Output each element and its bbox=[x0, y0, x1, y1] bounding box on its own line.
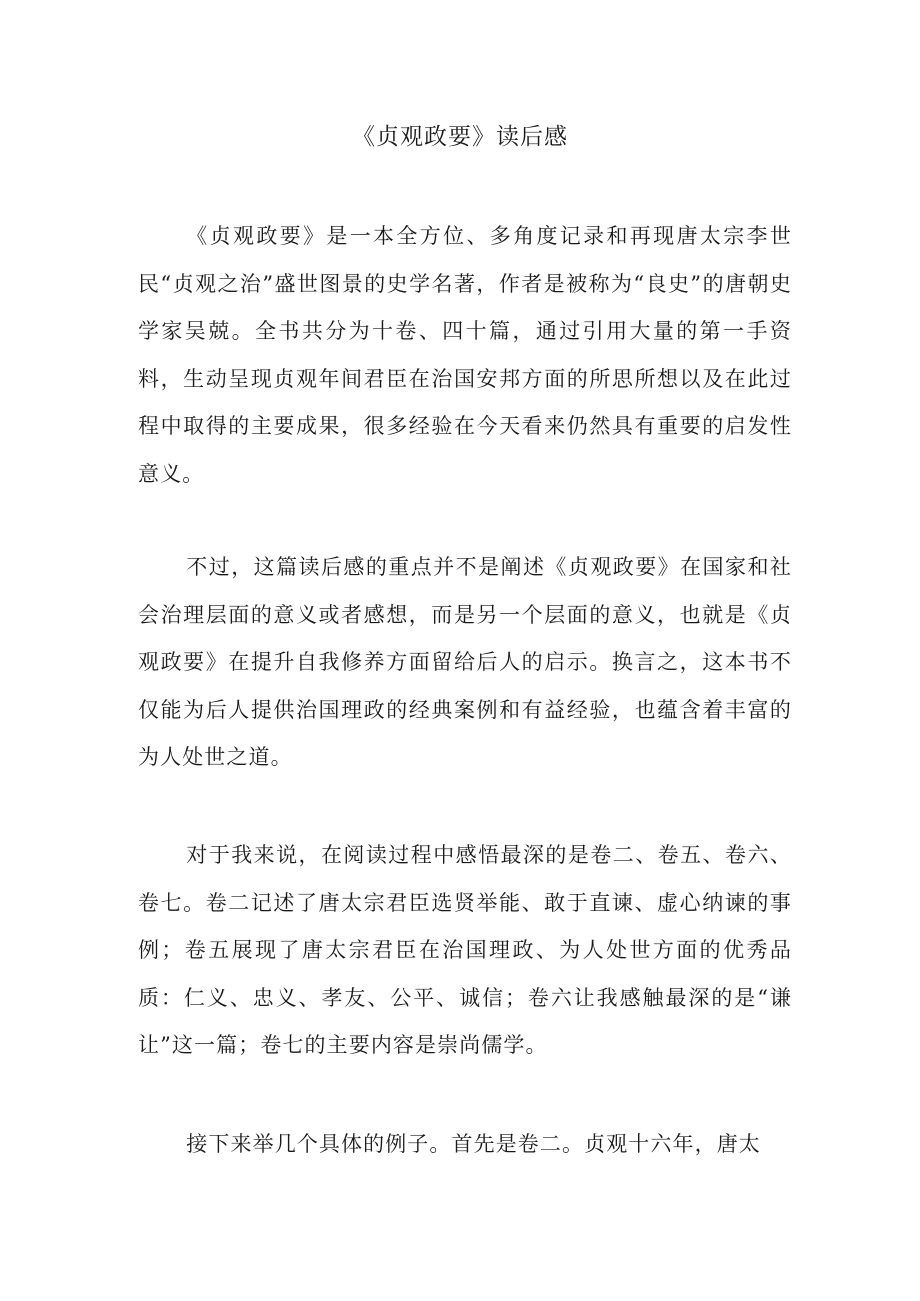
page-title: 《贞观政要》读后感 bbox=[352, 124, 568, 150]
paragraph-intro: 《贞观政要》是一本全方位、多角度记录和再现唐太宗李世民“贞观之治”盛世图景的史学名著，作者是被称为“良史”的唐朝史学家吴兢。全书共分为十卷、四十篇，通过引用大量的第一手资料，生动呈现贞观年间君臣在治国安邦方面的所思所想以及在此过程中取得的主要成果，很多经验在今天看来仍然具有重要的启发性意义。 bbox=[138, 224, 792, 486]
paragraph-examples: 接下来举几个具体的例子。首先是卷二。贞观十六年，唐太 bbox=[186, 1132, 761, 1156]
paragraph-volumes: 对于我来说，在阅读过程中感悟最深的是卷二、卷五、卷六、卷七。卷二记述了唐太宗君臣选贤举能、敢于直谏、虚心纳谏的事例；卷五展现了唐太宗君臣在治国理政、为人处世方面的优秀品质：仁义、忠义、孝友、公平、诚信；卷六让我感触最深的是“谦让”这一篇；卷七的主要内容是崇尚儒学。 bbox=[138, 843, 792, 1058]
paragraph-focus: 不过，这篇读后感的重点并不是阐述《贞观政要》在国家和社会治理层面的意义或者感想，而是另一个层面的意义，也就是《贞观政要》在提升自我修养方面留给后人的启示。换言之，这本书不仅能为后人提供治国理政的经典案例和有益经验，也蕴含着丰富的为人处世之道。 bbox=[138, 555, 792, 770]
